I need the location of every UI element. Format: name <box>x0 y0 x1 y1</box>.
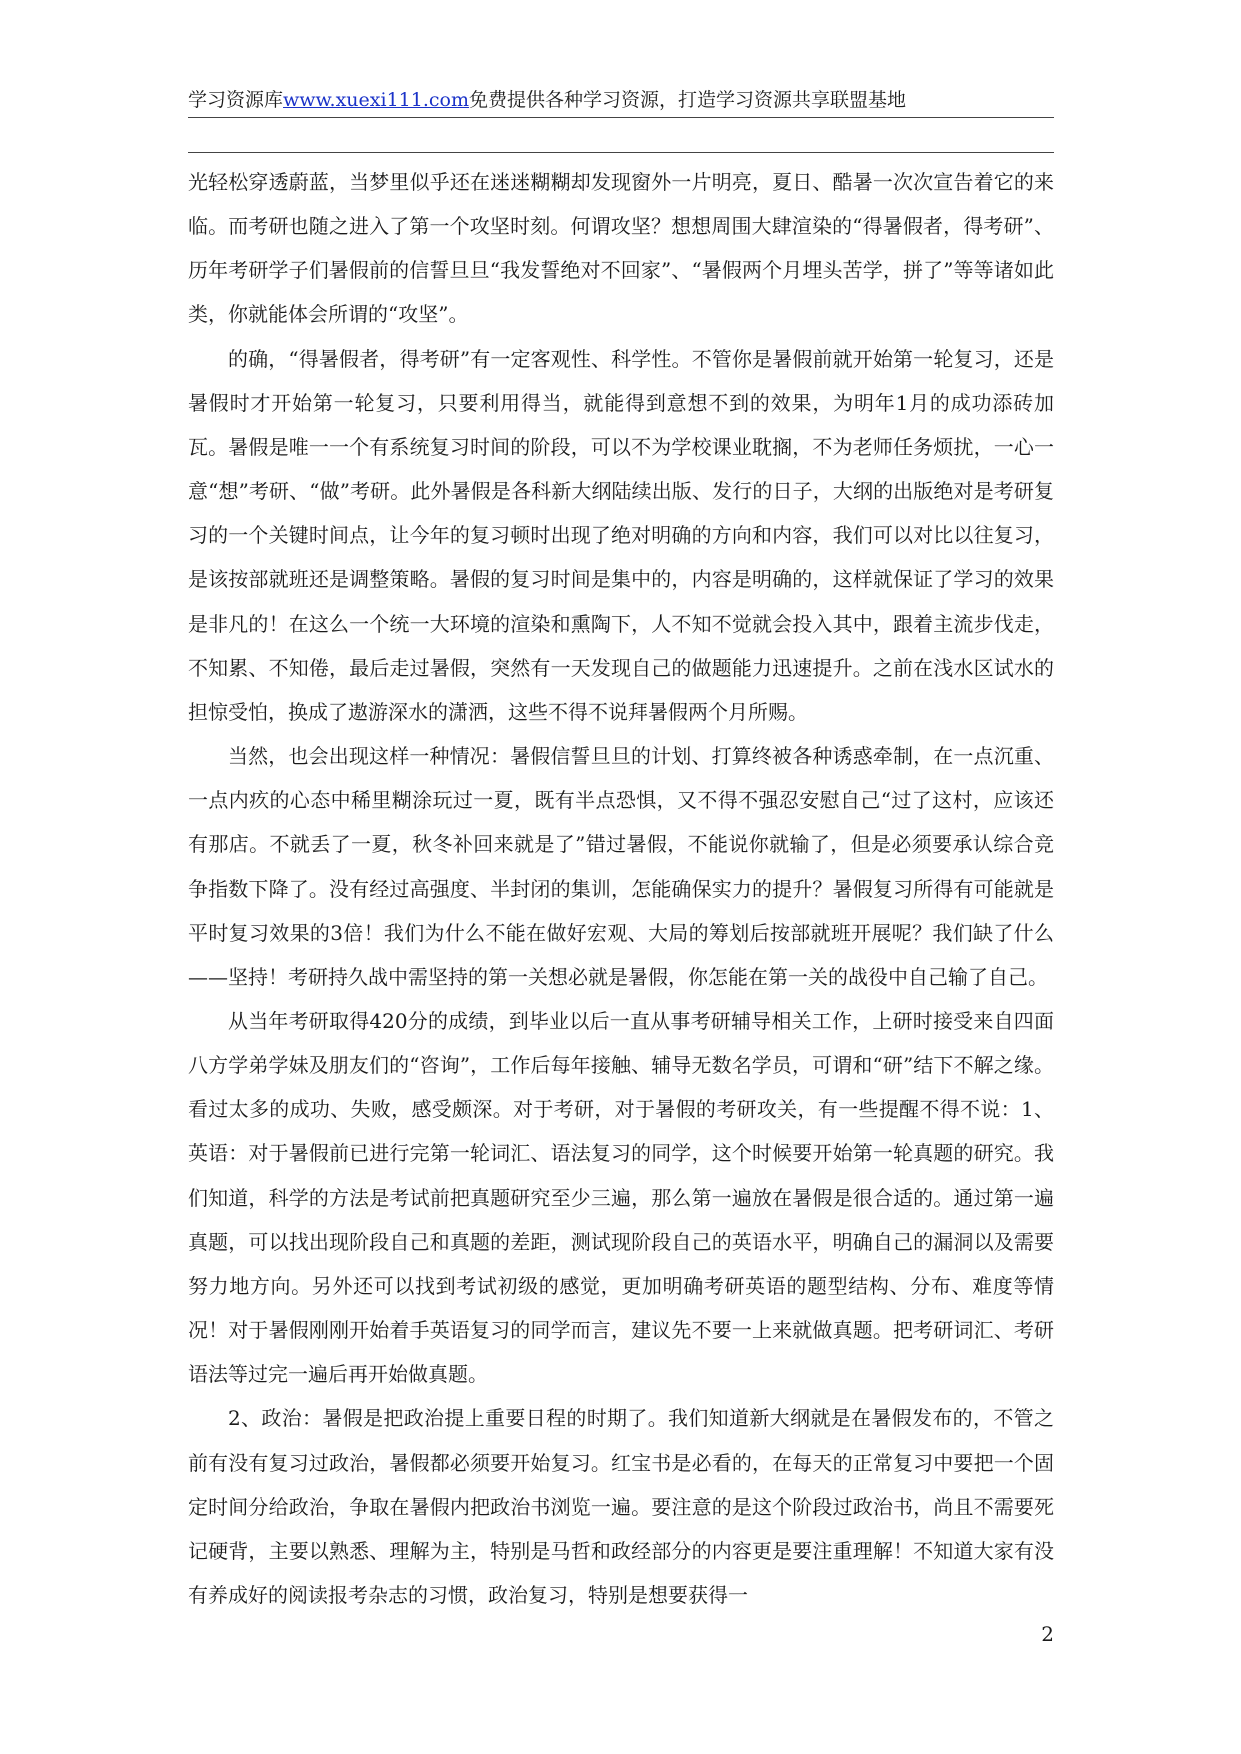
paragraph-continued: 光轻松穿透蔚蓝，当梦里似乎还在迷迷糊糊却发现窗外一片明亮，夏日、酷暑一次次宣告着它的来临。而考研也随之进入了第一个攻坚时刻。何谓攻坚？想想周围大肆渲染的“得暑假者，得考研”、历年考研学子们暑假前的信誓旦旦“我发誓绝对不回家”、“暑假两个月埋头苦学，拼了”等等诸如此类，你就能体会所谓的“攻坚”。 <box>188 170 1054 327</box>
paragraph-english-advice: 从当年考研取得420分的成绩，到毕业以后一直从事考研辅导相关工作，上研时接受来自四面八方学弟学妹及朋友们的“咨询”，工作后每年接触、辅导无数名学员，可谓和“研”结下不解之缘。看过太多的成功、失败，感受颇深。对于考研，对于暑假的考研攻关，有一些提醒不得不说：1、英语：对于暑假前已进行完第一轮词汇、语法复习的同学，这个时候要开始第一轮真题的研究。我们知道，科学的方法是考试前把真题研究至少三遍，那么第一遍放在暑假是很合适的。通过第一遍真题，可以找出现阶段自己和真题的差距，测试现阶段自己的英语水平，明确自己的漏洞以及需要努力地方向。另外还可以找到考试初级的感觉，更加明确考研英语的题型结构、分布、难度等情况！对于暑假刚刚开始着手英语复习的同学而言，建议先不要一上来就做真题。把考研词汇、考研语法等过完一遍后再开始做真题。 <box>188 1008 1054 1387</box>
header-divider <box>188 117 1054 118</box>
page-header <box>188 86 1054 114</box>
paragraph-missed-summer: 当然，也会出现这样一种情况：暑假信誓旦旦的计划、打算终被各种诱惑牵制，在一点沉重、一点内疚的心态中稀里糊涂玩过一夏，既有半点恐惧，又不得不强忍安慰自己“过了这村，应该还有那店。不就丢了一夏，秋冬补回来就是了”错过暑假，不能说你就输了，但是必须要承认综合竞争指数下降了。没有经过高强度、半封闭的集训，怎能确保实力的提升？暑假复习所得有可能就是平时复习效果的3倍！我们为什么不能在做好宏观、大局的筹划后按部就班开展呢？我们缺了什么——坚持！考研持久战中需坚持的第一关想必就是暑假，你怎能在第一关的战役中自己输了自己。 <box>188 744 1054 989</box>
paragraph-summer-importance: 的确，“得暑假者，得考研”有一定客观性、科学性。不管你是暑假前就开始第一轮复习，还是暑假时才开始第一轮复习，只要利用得当，就能得到意想不到的效果，为明年1月的成功添砖加瓦。暑假是唯一一个有系统复习时间的阶段，可以不为学校课业耽搁，不为老师任务烦扰，一心一意“想”考研、“做”考研。此外暑假是各科新大纲陆续出版、发行的日子，大纲的出版绝对是考研复习的一个关键时间点，让今年的复习顿时出现了绝对明确的方向和内容，我们可以对比以往复习，是该按部就班还是调整策略。暑假的复习时间是集中的，内容是明确的，这样就保证了学习的效果是非凡的！在这么一个统一大环境的渲染和熏陶下，人不知不觉就会投入其中，跟着主流步伐走，不知累、不知倦，最后走过暑假，突然有一天发现自己的做题能力迅速提升。之前在浅水区试水的担惊受怕，换成了遨游深水的潇洒，这些不得不说拜暑假两个月所赐。 <box>188 346 1054 724</box>
paragraph-politics-advice: 2、政治：暑假是把政治提上重要日程的时期了。我们知道新大纲就是在暑假发布的，不管之前有没有复习过政治，暑假都必须要开始复习。红宝书是必看的，在每天的正常复习中要把一个固定时间分给政治，争取在暑假内把政治书浏览一遍。要注意的是这个阶段过政治书，尚且不需要死记硬背，主要以熟悉、理解为主，特别是马哲和政经部分的内容更是要注重理解！不知道大家有没有养成好的阅读报考杂志的习惯，政治复习，特别是想要获得一 <box>188 1406 1054 1607</box>
header-site-link[interactable]: www.xuexi111.com <box>283 89 469 111</box>
document-body <box>188 160 1054 1617</box>
header-prefix: 学习资源库 <box>188 89 284 111</box>
header-suffix: 免费提供各种学习资源，打造学习资源共享联盟基地 <box>468 89 906 111</box>
page-number: 2 <box>1041 1622 1054 1646</box>
content-top-divider <box>188 152 1054 153</box>
